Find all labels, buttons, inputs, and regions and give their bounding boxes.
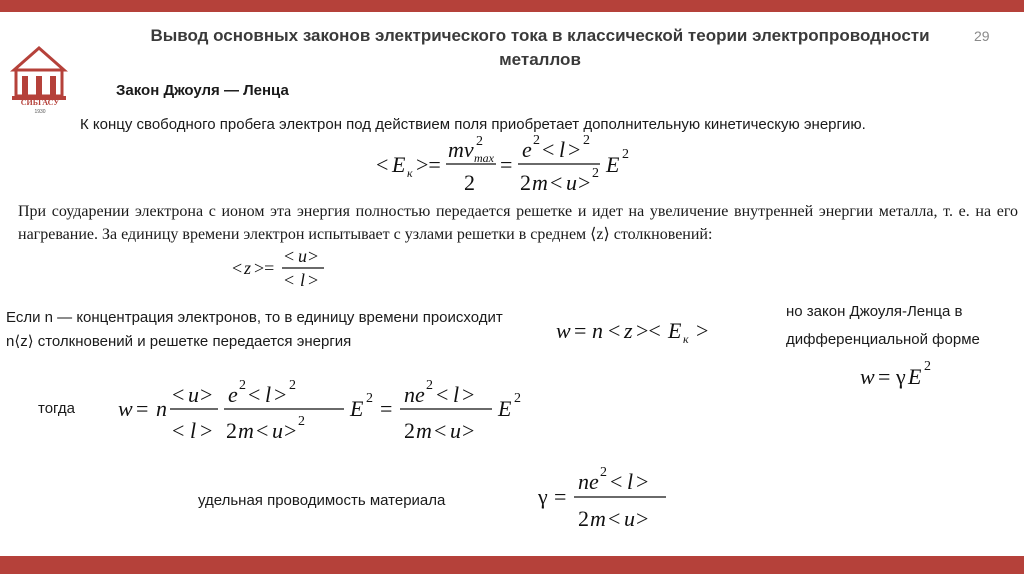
- svg-text:>: >: [200, 382, 213, 407]
- svg-text:m: m: [416, 418, 432, 443]
- svg-text:u: u: [188, 382, 199, 407]
- collision-rate-formula: [232, 246, 342, 296]
- svg-text:>: >: [636, 506, 649, 531]
- svg-text:m: m: [532, 170, 548, 195]
- svg-text:>=: >=: [416, 152, 441, 177]
- svg-text:>: >: [578, 170, 591, 195]
- svg-text:>: >: [274, 382, 287, 407]
- svg-text:z: z: [624, 318, 633, 343]
- svg-text:2: 2: [404, 418, 415, 443]
- svg-text:2: 2: [533, 133, 540, 148]
- energy-transfer-formula: [556, 312, 736, 352]
- svg-text:2: 2: [592, 166, 599, 181]
- section-heading: Закон Джоуля — Ленца: [116, 82, 289, 99]
- svg-text:m: m: [590, 506, 606, 531]
- svg-text:<: <: [434, 418, 447, 443]
- svg-text:E: E: [392, 152, 406, 177]
- svg-text:u: u: [272, 418, 283, 443]
- svg-text:2: 2: [578, 506, 589, 531]
- svg-text:l: l: [453, 382, 460, 407]
- svg-text:<: <: [284, 270, 295, 290]
- svg-text:2: 2: [622, 147, 629, 162]
- svg-text:2: 2: [924, 359, 931, 374]
- svg-text:n: n: [592, 318, 603, 343]
- svg-text:2: 2: [298, 414, 305, 429]
- svg-text:γ: γ: [896, 364, 906, 389]
- logo-label: СИБГАСУ: [20, 98, 60, 107]
- joule-lenz-text: но закон Джоуля-Ленца в дифференциальной форме: [786, 303, 980, 348]
- svg-text:к: к: [407, 166, 413, 180]
- svg-text:2: 2: [583, 133, 590, 148]
- svg-text:>: >: [284, 418, 297, 443]
- svg-text:l: l: [265, 382, 272, 407]
- svg-text:<: <: [284, 246, 295, 266]
- svg-text:<: <: [608, 506, 621, 531]
- svg-text:l: l: [300, 270, 306, 290]
- svg-text:>: >: [308, 270, 319, 290]
- svg-text:=: =: [574, 318, 587, 343]
- svg-text:2: 2: [366, 391, 373, 406]
- svg-text:2: 2: [514, 391, 521, 406]
- svg-text:>: >: [696, 318, 709, 343]
- svg-text:l: l: [627, 469, 634, 494]
- svg-text:2: 2: [464, 170, 475, 195]
- svg-text:u: u: [298, 246, 307, 266]
- svg-text:<: <: [232, 258, 243, 278]
- svg-text:2: 2: [289, 378, 296, 393]
- svg-text:γ: γ: [538, 484, 548, 509]
- svg-text:>: >: [462, 382, 475, 407]
- conductivity-formula: [538, 462, 688, 538]
- svg-text:w: w: [860, 364, 875, 389]
- svg-text:2: 2: [426, 378, 433, 393]
- svg-text:2: 2: [476, 134, 483, 149]
- conductivity-label: удельная проводимость материала: [198, 492, 446, 509]
- svg-text:=: =: [878, 364, 891, 389]
- svg-text:<: <: [436, 382, 449, 407]
- slide-title: Вывод основных законов электрического тока в классической теории электропроводности металлов: [150, 26, 930, 69]
- svg-text:>: >: [568, 137, 581, 162]
- svg-text:<: <: [256, 418, 269, 443]
- svg-text:=: =: [136, 396, 149, 421]
- svg-text:<: <: [542, 137, 555, 162]
- svg-text:<: <: [172, 382, 185, 407]
- svg-text:E: E: [668, 318, 682, 343]
- svg-text:>=: >=: [254, 258, 275, 278]
- svg-text:E: E: [498, 396, 512, 421]
- top-accent-bar: [0, 0, 1024, 12]
- svg-text:2: 2: [226, 418, 237, 443]
- svg-text:=: =: [554, 484, 567, 509]
- svg-text:l: l: [559, 137, 566, 162]
- svg-text:2: 2: [520, 170, 531, 195]
- svg-text:u: u: [624, 506, 635, 531]
- svg-text:E: E: [908, 364, 922, 389]
- joule-lenz-formula: [860, 358, 950, 394]
- concentration-text: Если n — концентрация электронов, то в единицу времени происходит n⟨z⟩ столкновений и решетке передается энергия: [6, 309, 503, 350]
- svg-text:m: m: [238, 418, 254, 443]
- svg-text:>: >: [308, 246, 319, 266]
- svg-text:<: <: [608, 318, 621, 343]
- svg-text:<: <: [172, 418, 185, 443]
- svg-text:mv: mv: [448, 137, 474, 162]
- svg-text:E: E: [350, 396, 364, 421]
- svg-text:e: e: [228, 382, 238, 407]
- svg-text:ne: ne: [404, 382, 425, 407]
- svg-text:к: к: [683, 332, 689, 346]
- svg-text:>: >: [200, 418, 213, 443]
- svg-text:<: <: [376, 152, 389, 177]
- svg-text:w: w: [556, 318, 571, 343]
- logo-sublabel: 1930: [34, 109, 46, 115]
- svg-text:e: e: [522, 137, 532, 162]
- then-label: тогда: [38, 400, 75, 417]
- svg-text:ne: ne: [578, 469, 599, 494]
- svg-text:max: max: [474, 151, 494, 165]
- collision-paragraph: При соударении электрона с ионом эта энергия полностью передается решетке и идет на увеличение внутренней энергии металла, т. е. на его нагревание. За единицу времени электрон испытывает с узлами решетки в среднем ⟨z⟩ столкновений:: [18, 203, 1018, 243]
- svg-text:>: >: [462, 418, 475, 443]
- kinetic-energy-formula: [376, 130, 676, 196]
- svg-text:E: E: [606, 152, 620, 177]
- intro-text: К концу свободного пробега электрон под действием поля приобретает дополнительную кинетическую энергию.: [80, 116, 866, 133]
- svg-text:w: w: [118, 396, 133, 421]
- heat-power-formula: [118, 376, 538, 452]
- svg-text:=: =: [380, 396, 393, 421]
- svg-text:2: 2: [239, 378, 246, 393]
- svg-text:=: =: [500, 152, 513, 177]
- svg-text:<: <: [248, 382, 261, 407]
- svg-text:u: u: [566, 170, 577, 195]
- svg-text:z: z: [244, 258, 252, 278]
- svg-text:<: <: [550, 170, 563, 195]
- svg-text:u: u: [450, 418, 461, 443]
- svg-text:n: n: [156, 396, 167, 421]
- svg-text:><: ><: [636, 318, 661, 343]
- svg-text:l: l: [190, 418, 197, 443]
- svg-text:<: <: [610, 469, 623, 494]
- page-number: 29: [974, 28, 990, 44]
- svg-text:>: >: [636, 469, 649, 494]
- bottom-accent-bar: [0, 556, 1024, 574]
- svg-text:2: 2: [600, 465, 607, 480]
